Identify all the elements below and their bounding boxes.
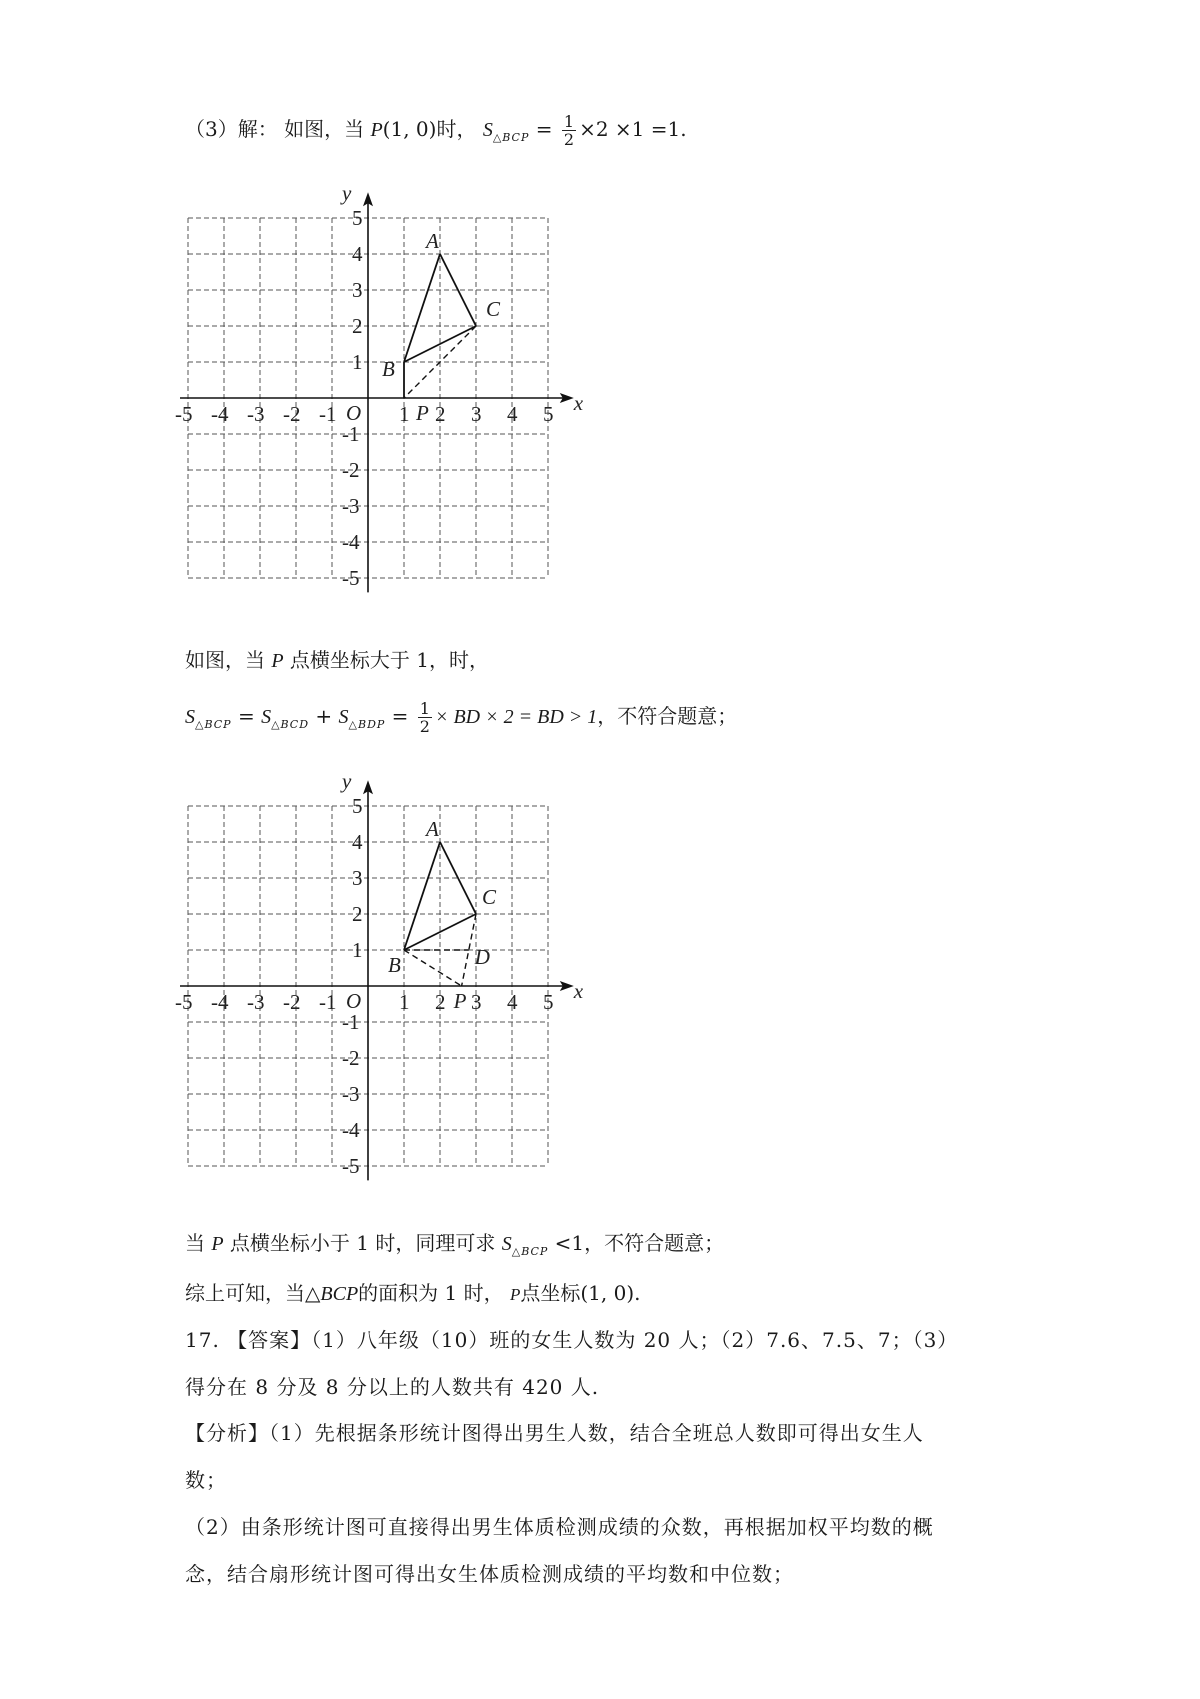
y-tick-label: -5: [342, 566, 360, 590]
part3-mid: 时，: [436, 117, 477, 141]
point-label-a: A: [426, 817, 439, 841]
part3-frac-num: 1: [563, 112, 575, 131]
coordinate-graph-2: [175, 768, 620, 1212]
formula-sub3: △BDP: [348, 718, 386, 731]
formula-sub2: △BCD: [271, 718, 310, 731]
part3-prefix: （3）解： 如图，当: [185, 117, 371, 141]
x-axis-label: x: [573, 391, 584, 415]
formula-sub1: △BCP: [195, 718, 232, 731]
x-tick-label: -4: [211, 402, 229, 426]
formula-eq2: =: [391, 704, 409, 728]
y-tick-label: 2: [352, 314, 363, 338]
y-tick-label: 4: [352, 830, 363, 854]
x-tick-label: 5: [543, 990, 554, 1014]
part3-eq: =: [535, 117, 553, 141]
part3-coord: (1, 0): [382, 117, 437, 141]
formula-plus: +: [315, 704, 333, 728]
summary-text1: 综上可知，当△: [185, 1281, 321, 1305]
x-tick-label: -2: [283, 402, 301, 426]
origin-label: O: [346, 989, 362, 1013]
y-tick-label: -4: [342, 530, 360, 554]
summary-text3: 点坐标: [520, 1281, 581, 1305]
y-tick-label: 1: [352, 938, 363, 962]
y-tick-label: 5: [352, 206, 363, 230]
summary-p: P: [509, 1285, 521, 1304]
x-tick-label: 2: [435, 990, 446, 1014]
formula-frac-num: 1: [419, 699, 430, 718]
part3-point-p: P: [370, 119, 383, 141]
para-lt1-sub: △BCP: [511, 1245, 549, 1258]
x-tick-label: -3: [247, 990, 265, 1014]
q17-answer-line2: 得分在 8 分及 8 分以上的人数共有 420 人.: [185, 1375, 600, 1399]
para-lt1-text1: 当: [185, 1231, 212, 1255]
y-tick-label: 3: [352, 278, 363, 302]
y-axis-label: y: [342, 181, 352, 206]
formula-tail: × BD × 2 = BD > 1: [434, 706, 598, 728]
x-tick-label: -4: [211, 990, 229, 1014]
summary-line: [185, 1278, 641, 1310]
summary-end: .: [634, 1281, 641, 1305]
point-label-p: P: [453, 989, 467, 1013]
x-tick-label: -5: [175, 990, 193, 1014]
formula-gt1: [185, 700, 737, 740]
y-tick-label: 5: [352, 794, 363, 818]
formula-eq1: =: [237, 704, 255, 728]
x-tick-label: 4: [507, 990, 518, 1014]
x-axis-label: x: [573, 979, 584, 1003]
y-tick-label: -1: [342, 1010, 360, 1034]
q17-analysis-line3: （2）由条形统计图可直接得出男生体质检测成绩的众数，再根据加权平均数的概: [185, 1515, 934, 1539]
x-tick-label: 1: [399, 990, 410, 1014]
q17-analysis-line1: 【分析】（1）先根据条形统计图得出男生人数，结合全班总人数即可得出女生人: [185, 1421, 924, 1445]
part3-area-sub: △BCP: [492, 131, 530, 144]
para-lt1-comment: ，不符合题意；: [584, 1231, 725, 1255]
summary-bcp: BCP: [320, 1283, 359, 1305]
x-tick-label: -3: [247, 402, 265, 426]
para-gt1-text2: 点横坐标大于 1，时，: [283, 648, 490, 672]
x-tick-label: 1: [399, 402, 410, 426]
origin-label: O: [346, 401, 362, 425]
point-label-p: P: [416, 401, 429, 425]
x-tick-label: 5: [543, 402, 554, 426]
y-axis-label: y: [342, 769, 352, 794]
formula-s1: S: [185, 706, 195, 728]
formula-frac-den: 2: [419, 717, 430, 736]
coordinate-graph-1: [175, 180, 620, 624]
para-lt1: [185, 1228, 724, 1267]
y-tick-label: -2: [342, 458, 360, 482]
para-lt1-text2: 点横坐标小于 1 时，同理可求: [223, 1231, 502, 1255]
para-gt1: [185, 645, 489, 676]
formula-comment: ，不符合题意；: [597, 704, 738, 728]
y-tick-label: 3: [352, 866, 363, 890]
y-tick-label: -3: [342, 1082, 360, 1106]
formula-fraction: [418, 700, 432, 735]
graph-2-svg: [175, 768, 620, 1208]
graph-1-svg: [175, 180, 620, 620]
part3-fraction: [562, 113, 576, 148]
x-tick-label: 3: [471, 990, 482, 1014]
para-lt1-s: S: [501, 1233, 512, 1255]
para-gt1-p: P: [271, 650, 284, 672]
part3-line: [185, 113, 687, 153]
x-tick-label: 3: [471, 402, 482, 426]
y-tick-label: -2: [342, 1046, 360, 1070]
summary-coord: (1, 0): [580, 1281, 635, 1305]
y-tick-label: -3: [342, 494, 360, 518]
x-tick-label: -2: [283, 990, 301, 1014]
y-tick-label: -4: [342, 1118, 360, 1142]
point-label-c: C: [486, 297, 501, 321]
y-tick-label: -5: [342, 1154, 360, 1178]
part3-tail: ×2 ×1 =1.: [579, 117, 687, 141]
q17-analysis-line4: 念，结合扇形统计图可得出女生体质检测成绩的平均数和中位数；: [185, 1562, 794, 1586]
part3-frac-den: 2: [563, 130, 575, 149]
part3-area-symbol: S: [482, 119, 493, 141]
y-tick-label: 4: [352, 242, 363, 266]
point-label-d: D: [474, 945, 490, 969]
formula-s3: S: [338, 706, 349, 728]
point-label-b: B: [388, 953, 401, 977]
segment-bp: [404, 950, 462, 986]
para-gt1-text1: 如图，当: [185, 648, 272, 672]
x-tick-label: -1: [319, 402, 337, 426]
point-label-b: B: [382, 357, 395, 381]
x-tick-label: 4: [507, 402, 518, 426]
x-tick-label: -1: [319, 990, 337, 1014]
x-tick-label: -5: [175, 402, 193, 426]
para-lt1-p: P: [211, 1233, 224, 1255]
summary-text2: 的面积为 1 时，: [358, 1281, 510, 1305]
y-tick-label: 2: [352, 902, 363, 926]
point-label-a: A: [426, 229, 439, 253]
q17-analysis-line2: 数；: [185, 1468, 227, 1492]
y-tick-label: 1: [352, 350, 363, 374]
para-lt1-tail: <1: [548, 1231, 585, 1255]
x-tick-label: 2: [435, 402, 446, 426]
formula-s2: S: [261, 706, 272, 728]
y-tick-label: -1: [342, 422, 360, 446]
q17-answer-line1: 17. 【答案】（1）八年级（10）班的女生人数为 20 人；（2）7.6、7.5、7；（3）: [185, 1328, 959, 1352]
point-label-c: C: [482, 885, 497, 909]
